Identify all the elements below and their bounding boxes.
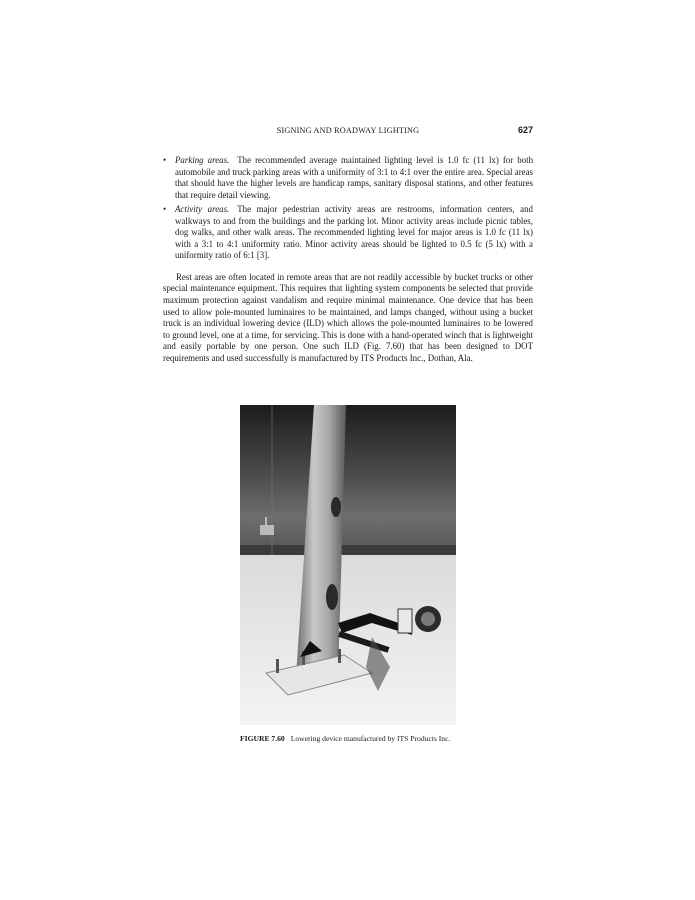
photo-lowering-device [240, 405, 456, 725]
figure-caption [240, 734, 456, 744]
figure-label: FIGURE 7.60 [240, 734, 285, 743]
figure-caption-text: Lowering device manufactured by ITS Products Inc. [290, 734, 451, 743]
page-number: 627 [517, 125, 533, 135]
bullet-icon: • [163, 204, 167, 215]
running-header [163, 126, 533, 140]
bullet-term: Activity areas. [175, 204, 230, 215]
bullet-item-activity-areas [163, 204, 533, 262]
bullet-term: Parking areas. [175, 155, 230, 165]
bullet-icon: • [163, 155, 167, 165]
bullet-text: The recommended average maintained lighting level is 1.0 fc (11 lx) for both automobile and truck parking areas with a uniformity of 3:1 to 4:1 over the entire area. Special areas that should have the higher levels are handicap ramps, sanitary disposal stations, and other features that require detail viewing. [175, 155, 534, 200]
bullet-list [163, 155, 533, 262]
bullet-text: The major pedestrian activity areas are restrooms, information centers, and walkways to and from the buildings and the parking lot. Minor activity areas include picnic tables, dog walks, and other walk areas. The recommended lighting level for major areas is 1.0 fc (11 lx) with a 3:1 to 4:1 uniformity ratio. Minor activity areas should be lighted to 0.5 fc (5 lx) with a uniformity ratio of 6:1 [3]. [175, 204, 533, 261]
paragraph: Rest areas are often located in remote areas that are not readily accessible by bucket trucks or other special maintenance equipment. This requires that lighting system components be selected that provide maximum protection against vandalism and require minimal maintenance. One device that has been used to allow pole-mounted luminaires to be maintained, and lamps changed, without using a bucket truck is an individual lowering device (ILD) which allows the pole-mounted luminaires to be lowered to ground level, one at a time, for servicing. This is done with a hand-operated winch that is lightweight and easily portable by one person. One such ILD (Fig. 7.60) that has been designed to DOT requirements and used successfully is manufactured by ITS Products Inc., Dothan, Ala. [163, 271, 533, 363]
body-text [163, 155, 533, 364]
bullet-item-parking-areas [163, 155, 533, 201]
figure-photo [240, 405, 456, 725]
running-head: SIGNING AND ROADWAY LIGHTING [276, 126, 420, 135]
